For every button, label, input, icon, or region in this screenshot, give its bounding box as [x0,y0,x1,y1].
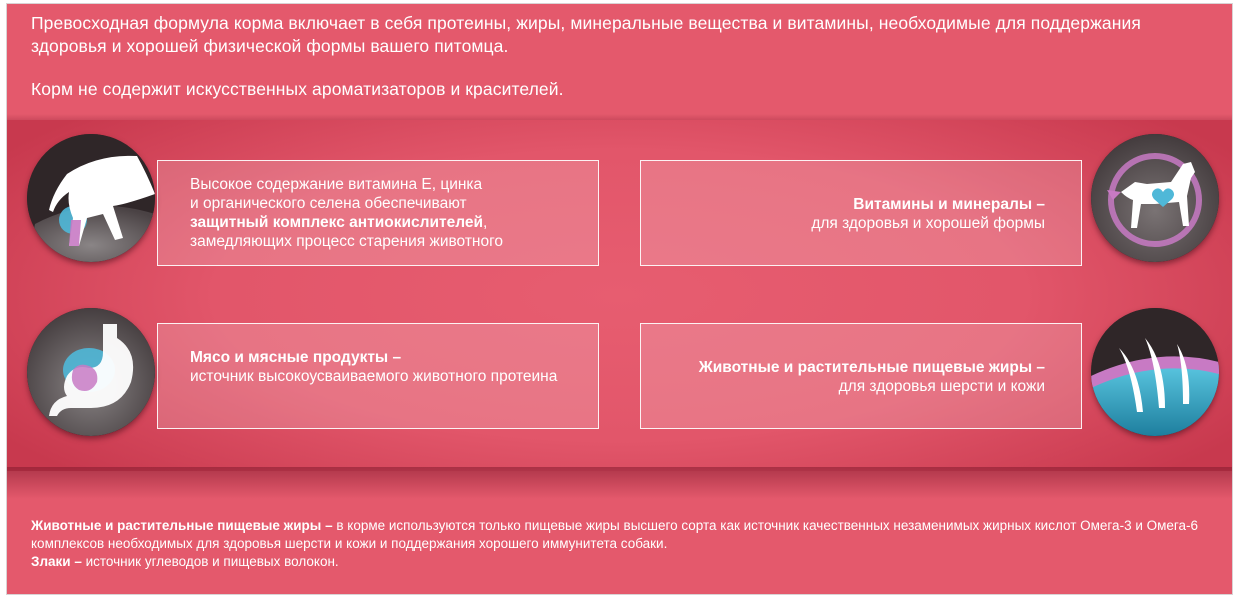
feature-meat [157,323,599,429]
feature-fats-text: для здоровья шерсти и кожи [838,378,1045,395]
footer-grains-bold: Злаки – [31,554,82,569]
intro-paragraph: Превосходная формула корма включает в себя протеины, жиры, минеральные вещества и витамины, необходимые для поддержания здоровья и хорошей физической формы вашего питомца. [31,13,1141,56]
feature-vitamins-bold: Витамины и минералы – [853,196,1045,213]
intro-text [31,12,1221,101]
feature-antioxidant-line1: Высокое содержание витамина Е, цинка [190,176,483,193]
intro-no-additives: Корм не содержит искусственных ароматизаторов и красителей. [31,79,564,99]
product-info-panel [6,3,1233,595]
stomach-icon [27,308,155,436]
footer-grains-text: источник углеводов и пищевых волокон. [81,554,339,569]
feature-meat-bold: Мясо и мясные продукты – [190,349,402,366]
feature-antioxidant-line3 [190,213,586,232]
feature-antioxidant-line4: замедляющих процесс старения животного [190,233,504,250]
feature-meat-text: источник высокоусваиваемого животного протеина [190,368,558,385]
feature-antioxidant-comma: , [483,214,488,231]
footer-fats-paragraph [31,517,1221,553]
band-bottom-shadow [7,467,1232,499]
footer-grains-paragraph [31,553,1221,571]
feature-antioxidant-line2: и органического селена обеспечивают [190,195,467,212]
feature-antioxidant [157,160,599,266]
dog-joints-icon [27,134,155,262]
footer-fats-text: в корме используются только пищевые жиры высшего сорта как источник качественных незаменимых жирных кислот Омега-3 и Омега-6 комплексов необходимых для здоровья шерсти и кожи и поддержания хорошего иммунитета собаки. [31,518,1199,551]
feature-fats-bold: Животные и растительные пищевые жиры – [698,359,1045,376]
feature-vitamins-text: для здоровья и хорошей формы [811,215,1045,232]
footer-text [31,517,1221,571]
feature-antioxidant-bold: защитный комплекс антиокислителей [190,214,483,231]
footer-fats-bold: Животные и растительные пищевые жиры – [31,518,333,533]
feature-fats [640,323,1082,429]
skin-hair-icon [1091,308,1219,436]
feature-vitamins [640,160,1082,266]
dog-heart-icon [1091,134,1219,262]
